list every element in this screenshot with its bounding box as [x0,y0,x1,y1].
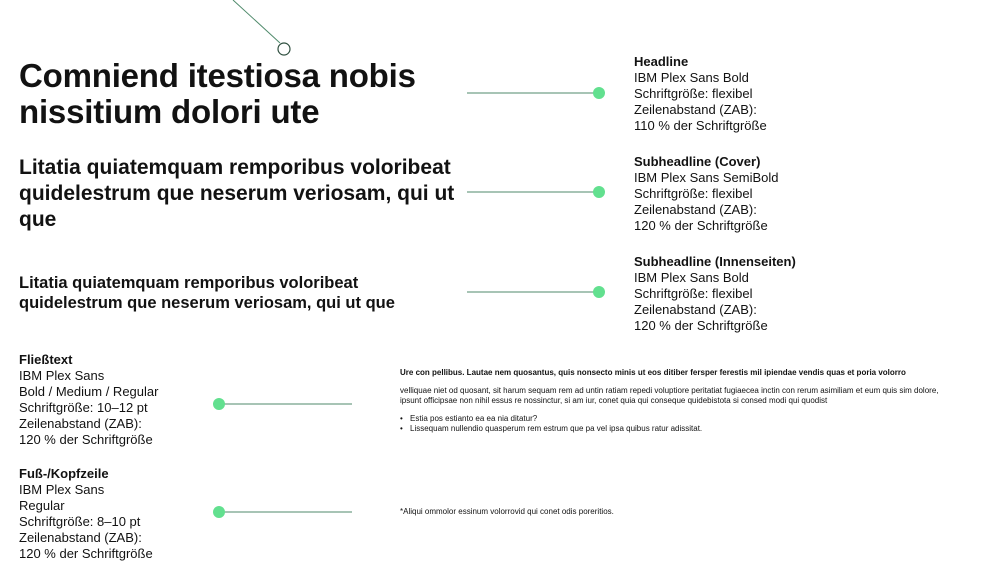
spec-line: Zeilenabstand (ZAB): [19,416,142,431]
spec-title: Fuß-/Kopfzeile [19,466,109,481]
spec-line: 120 % der Schriftgröße [19,546,153,561]
list-item: • Estia pos estianto ea ea nia ditatur? [410,414,960,424]
decorative-ring-icon [278,43,290,55]
sample-body-text [400,368,960,434]
connector-dot-subheadline-inner [593,286,605,298]
spec-subheadline-inner [634,254,974,334]
sample-body-paragraph: velliquae niet od quosant, sit harum sequam rem ad untin ratiam repedi voluptiore peritatiat fugiaecea inctin con rerum asimiliam et eum quis sim dolore, ipsunt officipsae non nihil essus re nossinctur, si am iur, conet quia qui conseque quidebistota si consed modi qui quodist [400,386,939,405]
sample-headline: Comniend itestiosa nobis nissitium dolori ute [19,57,416,130]
spec-line: Zeilenabstand (ZAB): [634,102,757,117]
spec-title: Subheadline (Innenseiten) [634,254,796,269]
spec-line: IBM Plex Sans Bold [634,270,749,285]
spec-line: Bold / Medium / Regular [19,384,159,399]
spec-line: Schriftgröße: 10–12 pt [19,400,148,415]
spec-line: Zeilenabstand (ZAB): [19,530,142,545]
sample-body-list [400,414,960,434]
sample-subheadline-cover: Litatia quiatemquam remporibus voloribeat quidelestrum que neserum veriosam, qui ut que [19,156,455,231]
spec-line: Schriftgröße: flexibel [634,86,753,101]
decorative-diagonal-line [233,0,280,43]
spec-subheadline-cover [634,154,974,234]
spec-line: Regular [19,498,65,513]
spec-body [19,352,219,448]
spec-footer [19,466,219,562]
spec-line: IBM Plex Sans [19,482,105,497]
sample-footnote: *Aliqui ommolor essinum volorrovid qui conet odis poreritios. [400,507,614,516]
connector-dot-subheadline-cover [593,186,605,198]
connector-dot-headline [593,87,605,99]
sample-subheadline-inner: Litatia quiatemquam remporibus voloribeat quidelestrum que neserum veriosam, qui ut que [19,274,395,312]
spec-line: IBM Plex Sans [19,368,105,383]
spec-line: 120 % der Schriftgröße [634,318,768,333]
spec-headline [634,54,974,134]
list-item: • Lissequam nullendio quasperum rem estrum que pa vel ipsa quibus ratur adissitat. [410,424,960,434]
spec-line: IBM Plex Sans Bold [634,70,749,85]
spec-line: IBM Plex Sans SemiBold [634,170,779,185]
spec-line: Zeilenabstand (ZAB): [634,202,757,217]
spec-title: Fließtext [19,352,73,367]
spec-line: Schriftgröße: 8–10 pt [19,514,141,529]
spec-line: Schriftgröße: flexibel [634,286,753,301]
spec-title: Headline [634,54,689,69]
spec-line: 120 % der Schriftgröße [19,432,153,447]
spec-line: 120 % der Schriftgröße [634,218,768,233]
spec-title: Subheadline (Cover) [634,154,761,169]
spec-line: Schriftgröße: flexibel [634,186,753,201]
spec-line: 110 % der Schriftgröße [634,118,767,133]
sample-body-lead: Ure con pellibus. Lautae nem quosantus, quis nonsecto minis ut eos ditiber fersper ferestis mil ipiendae vendis quas et poria volorro [400,368,906,377]
spec-line: Zeilenabstand (ZAB): [634,302,757,317]
